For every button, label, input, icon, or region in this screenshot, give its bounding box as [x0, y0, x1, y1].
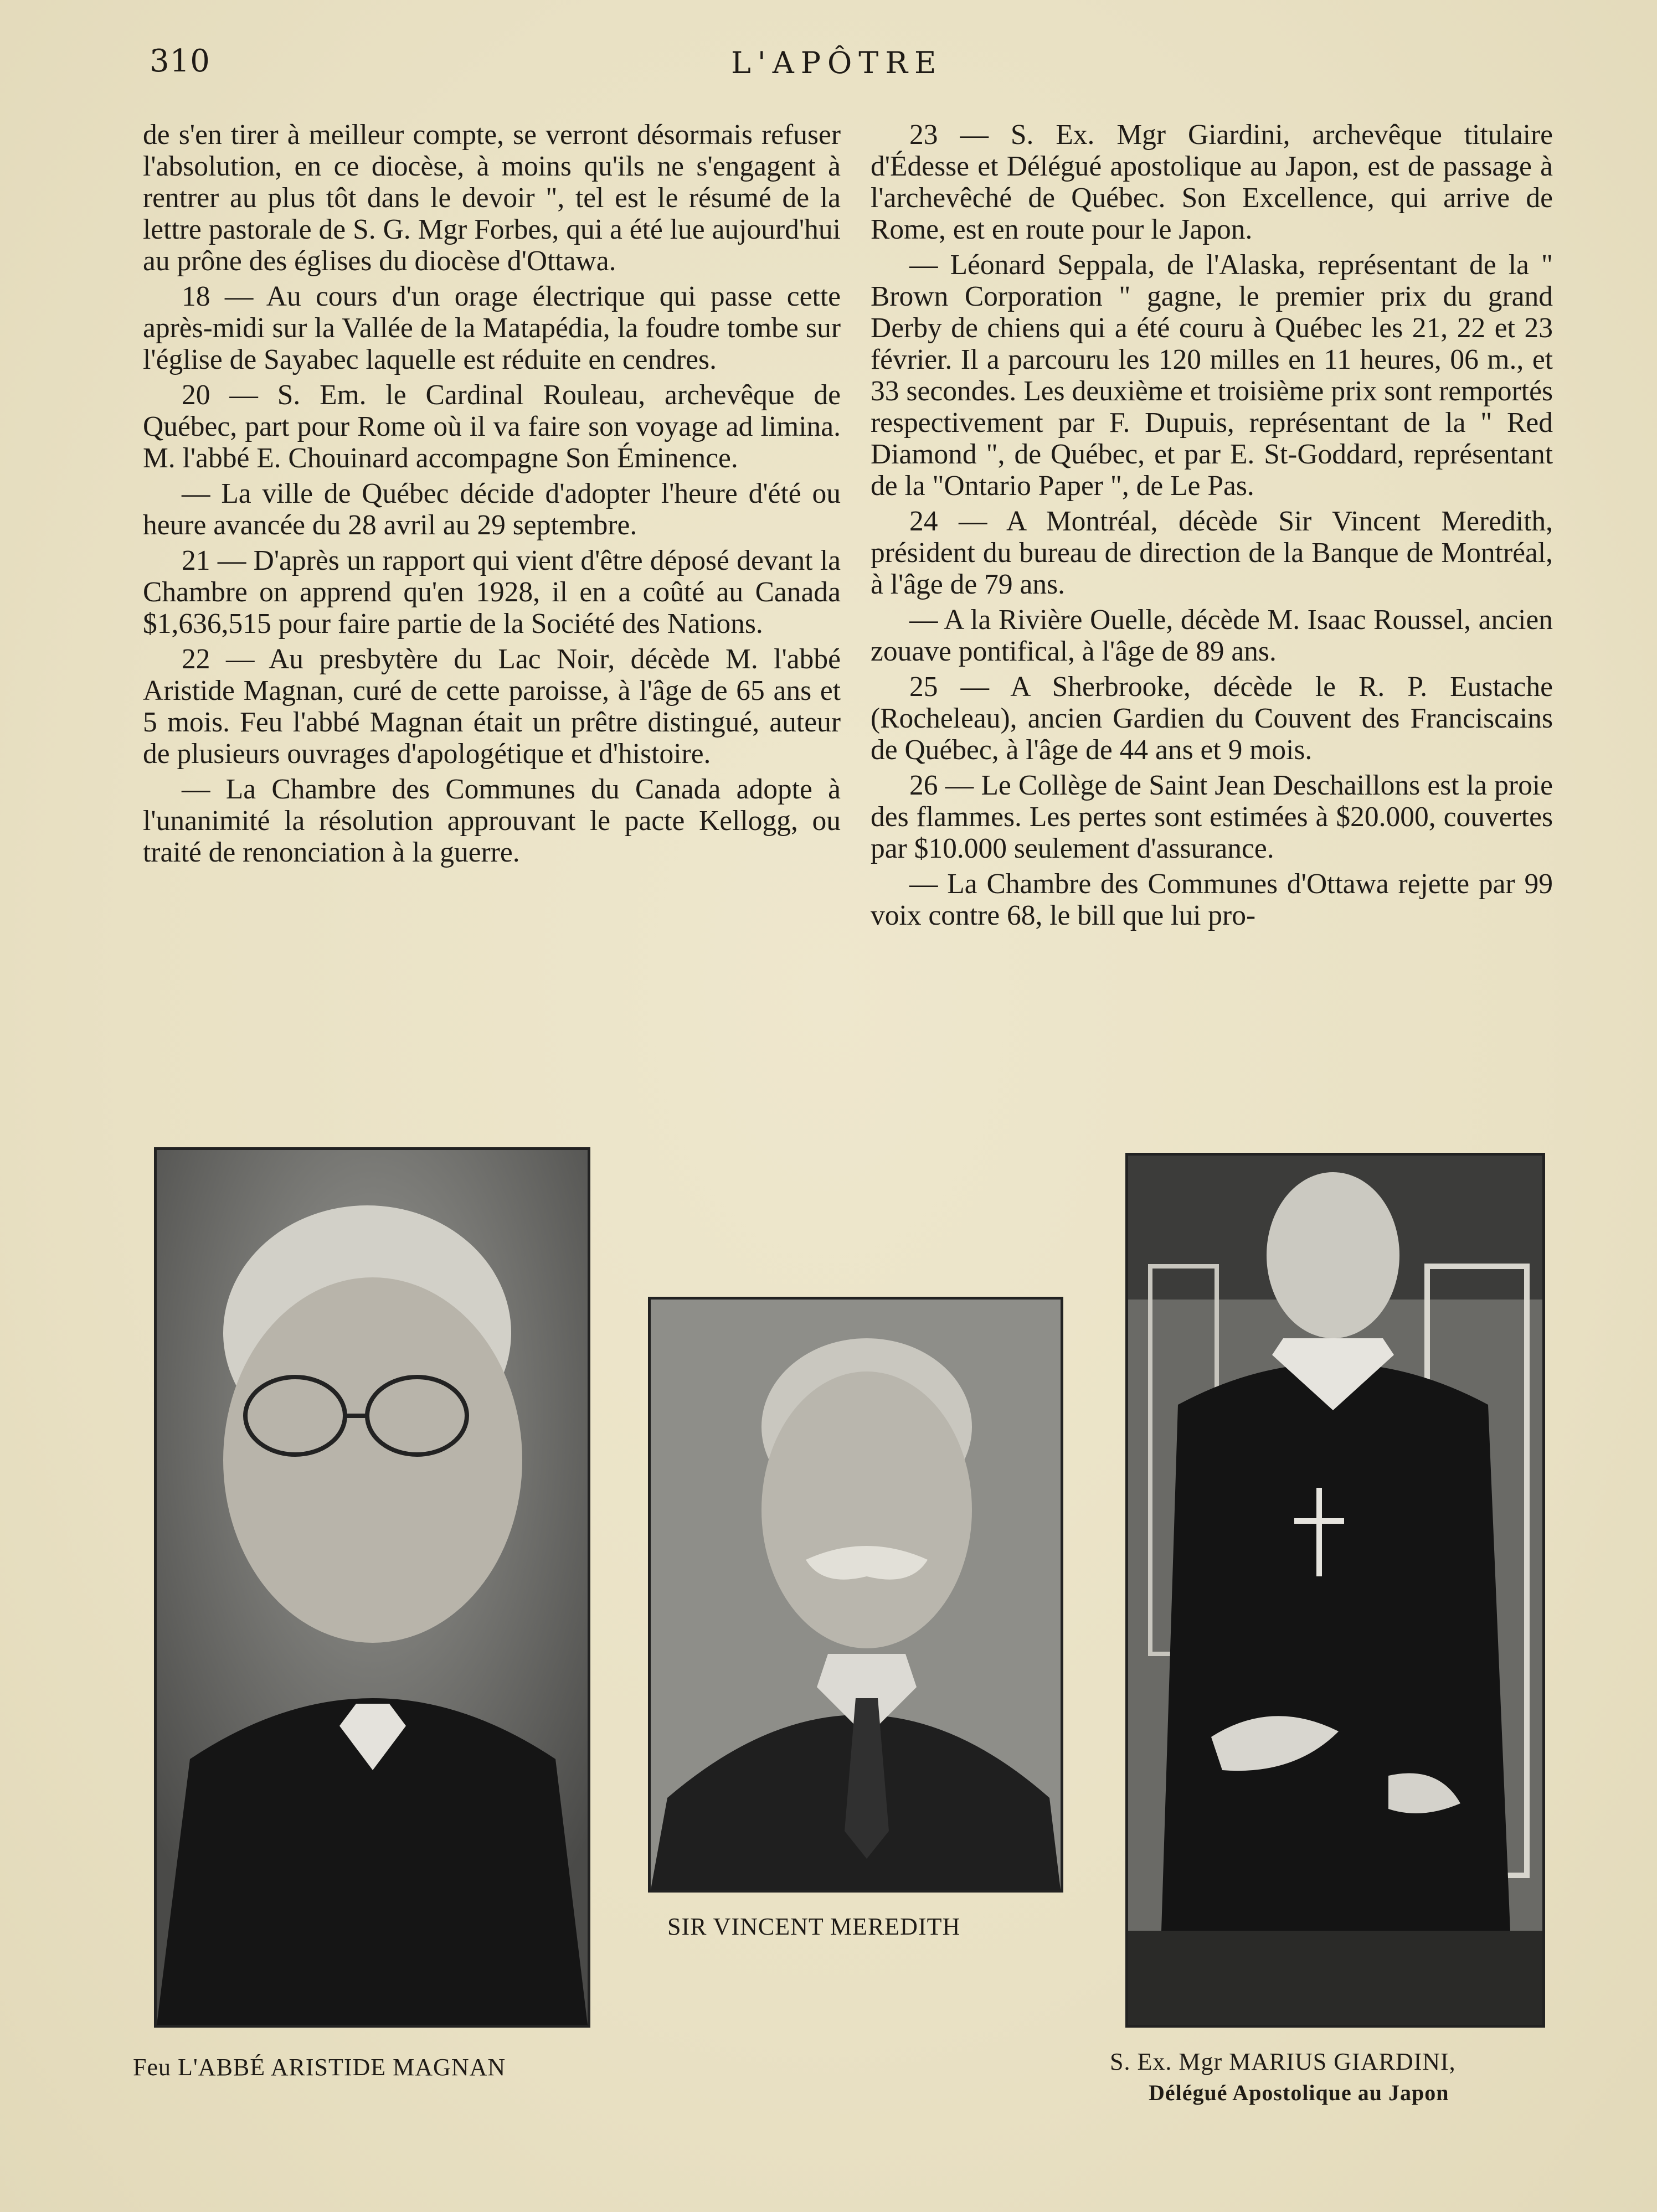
paragraph: de s'en tirer à meilleur compte, se verront désormais refuser l'absolution, en ce diocèse, à moins qu'ils ne s'engagent à rentrer au plus tôt dans le devoir ", tel est le résumé de la lettre pastorale de S. G. Mgr Forbes, qui a été lue aujourd'hui au prône des églises du diocèse d'Ottawa. — [143, 119, 841, 277]
caption-meredith: SIR VINCENT MEREDITH — [667, 1913, 961, 1940]
photo-magnan — [154, 1147, 590, 2028]
right-text-column — [871, 119, 1553, 935]
caption-giardini-title: Délégué Apostolique au Japon — [1149, 2080, 1449, 2105]
paragraph: 21 — D'après un rapport qui vient d'être déposé devant la Chambre on apprend qu'en 1928, il en a coûté au Canada $1,636,515 pour faire partie de la Société des Nations. — [143, 545, 841, 640]
paragraph: 26 — Le Collège de Saint Jean Deschaillons est la proie des flammes. Les pertes sont estimées à $20.000, couvertes par $10.000 seulement d'assurance. — [871, 770, 1553, 864]
paragraph: — La Chambre des Communes du Canada adopte à l'unanimité la résolution approuvant le pacte Kellogg, ou traité de renonciation à la guerre. — [143, 774, 841, 868]
paragraph: 25 — A Sherbrooke, décède le R. P. Eustache (Rocheleau), ancien Gardien du Couvent des Franciscains de Québec, à l'âge de 44 ans et 9 mois. — [871, 671, 1553, 766]
caption-magnan: Feu L'ABBÉ ARISTIDE MAGNAN — [133, 2054, 506, 2081]
paragraph: 20 — S. Em. le Cardinal Rouleau, archevêque de Québec, part pour Rome où il va faire son voyage ad limina. M. l'abbé E. Chouinard accompagne Son Éminence. — [143, 379, 841, 474]
photo-meredith — [648, 1297, 1063, 1893]
page-number: 310 — [150, 43, 210, 79]
paragraph: — La Chambre des Communes d'Ottawa rejette par 99 voix contre 68, le bill que lui pro- — [871, 868, 1553, 931]
paragraph: — Léonard Seppala, de l'Alaska, représentant de la " Brown Corporation " gagne, le premier prix du grand Derby de chiens qui a été couru à Québec les 21, 22 et 23 février. Il a parcouru les 120 milles en 11 heures, 06 m., et 33 secondes. Les deuxième et troisième prix sont remportés respectivement par F. Dupuis, représentant de la " Red Diamond ", de Québec, et par E. St-Goddard, représentant de la "Ontario Paper ", de Le Pas. — [871, 249, 1553, 502]
paragraph: 24 — A Montréal, décède Sir Vincent Meredith, président du bureau de direction de la Banque de Montréal, à l'âge de 79 ans. — [871, 506, 1553, 600]
paragraph: 23 — S. Ex. Mgr Giardini, archevêque titulaire d'Édesse et Délégué apostolique au Japon, est de passage à l'archevêché de Québec. Son Excellence, qui arrive de Rome, est en route pour le Japon. — [871, 119, 1553, 245]
left-text-column — [143, 119, 841, 872]
paragraph: 22 — Au presbytère du Lac Noir, décède M. l'abbé Aristide Magnan, curé de cette paroisse, à l'âge de 65 ans et 5 mois. Feu l'abbé Magnan était un prêtre distingué, auteur de plusieurs ouvrages d'apologétique et d'histoire. — [143, 643, 841, 770]
paragraph: — A la Rivière Ouelle, décède M. Isaac Roussel, ancien zouave pontifical, à l'âge de 89 ans. — [871, 604, 1553, 667]
journal-title: L'APÔTRE — [731, 45, 943, 80]
paragraph: 18 — Au cours d'un orage électrique qui passe cette après-midi sur la Vallée de la Matapédia, la foudre tombe sur l'église de Sayabec laquelle est réduite en cendres. — [143, 281, 841, 375]
photo-giardini — [1125, 1153, 1545, 2028]
caption-giardini-name: S. Ex. Mgr MARIUS GIARDINI, — [1110, 2048, 1456, 2075]
paragraph: — La ville de Québec décide d'adopter l'heure d'été ou heure avancée du 28 avril au 29 septembre. — [143, 478, 841, 541]
